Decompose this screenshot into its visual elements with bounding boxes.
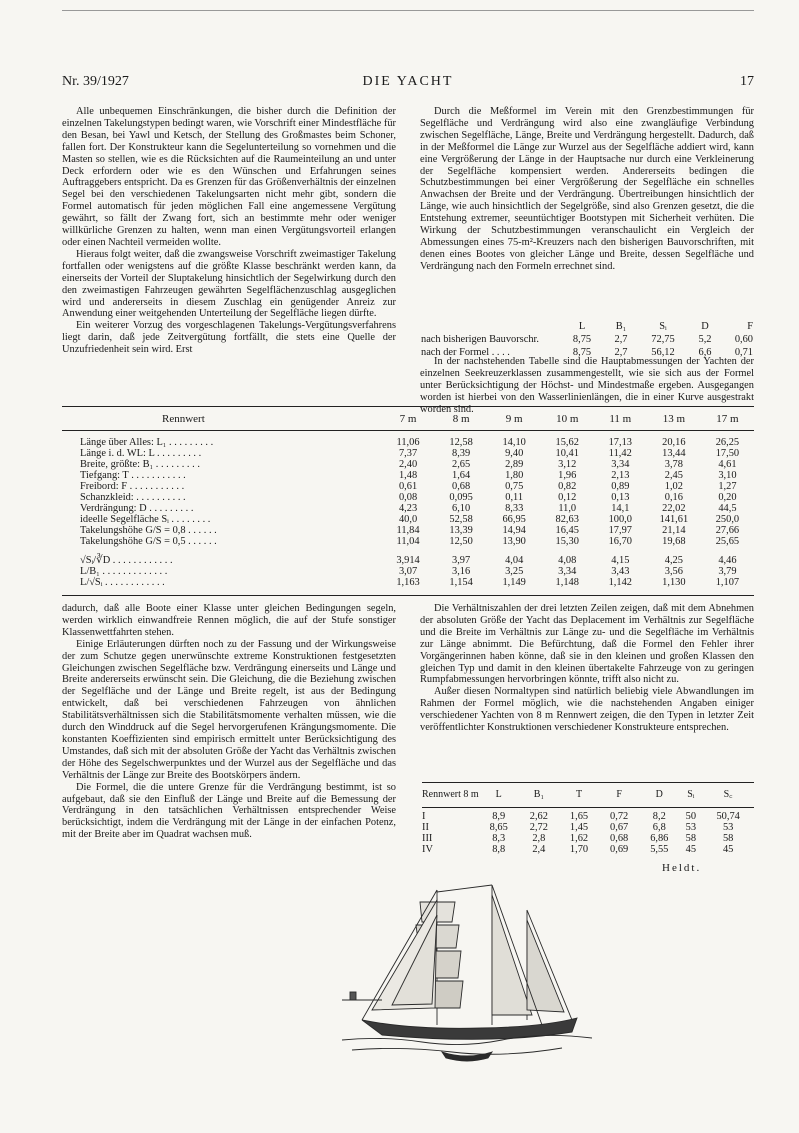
table-cell: 58 bbox=[722, 833, 734, 844]
table-header-row bbox=[422, 783, 754, 805]
paragraph: Die Formel, die die untere Grenze für die Verdrängung bestimmt, ist so aufgebaut, daß sie den Einfluß der Länge und Breite auf die Bemessung der Verdrängung in den tatsächlichen Verhältnissen entsprechender Weise berücksichtigt, indem die Verdrängung mit der Länge in der einfachen Potenz, mit der Breite aber im Quadrat wachsen muß. bbox=[62, 781, 396, 841]
table-cell: 82,63 bbox=[555, 514, 579, 525]
table-cell: 8,39 bbox=[452, 448, 471, 459]
table-cell: 3,97 bbox=[452, 555, 471, 566]
col-header: 10 m bbox=[556, 412, 579, 425]
table-cell: 4,23 bbox=[398, 503, 418, 514]
table-cell: 2,8 bbox=[532, 833, 546, 844]
table-cell: 17,50 bbox=[715, 448, 740, 459]
row-label: II bbox=[422, 822, 429, 833]
issue-number: Nr. 39/1927 bbox=[62, 74, 129, 89]
table-cell: 12,58 bbox=[449, 437, 473, 448]
table-cell: 0,68 bbox=[610, 833, 629, 844]
paragraph: Außer diesen Normaltypen sind natürlich beliebig viele Abwandlungen im Rahmen der Formel möglich, wie die nachstehenden Angaben einiger verschiedener Yachten von 8 m Rennwert zeigen, die den Typen in letzter Zeit veröffentlichter Konstruktionen verschiedener Konstrukteure entsprechen. bbox=[420, 686, 754, 734]
table-cell: 1,80 bbox=[505, 470, 524, 481]
table-cell: 0,68 bbox=[452, 481, 471, 492]
table-cell: 1,45 bbox=[569, 822, 589, 833]
table-cell: 58 bbox=[685, 833, 697, 844]
table-cell: 8,9 bbox=[492, 811, 506, 822]
table-cell: 0,12 bbox=[558, 492, 577, 503]
table-cell: 1,62 bbox=[569, 833, 589, 844]
table-cell: 1,154 bbox=[449, 577, 473, 588]
col-header: B₁ bbox=[615, 321, 627, 332]
table-cell: 17,13 bbox=[608, 437, 632, 448]
page bbox=[62, 0, 754, 1133]
table-cell: 27,66 bbox=[715, 525, 740, 536]
table-cell: 2,13 bbox=[611, 470, 630, 481]
table-cell: 11,0 bbox=[558, 503, 577, 514]
table-cell: 0,75 bbox=[505, 481, 524, 492]
col-header: Sᵢ bbox=[687, 788, 695, 800]
table-cell: 12,50 bbox=[449, 536, 473, 547]
table-cell: 7,37 bbox=[398, 448, 418, 459]
table-cell: 14,94 bbox=[502, 525, 526, 536]
paragraph: Durch die Meßformel im Verein mit den Grenzbestimmungen für Segelfläche und Verdrängung wird also eine zwangläufige Verbindung zwischen Segelfläche, Länge, Breite und Verdrängung hergestellt. Dadurch, daß in der Meßformel die Länge zur Wurzel aus der Segelfläche addiert wird, kann eine Vergrößerung der Länge in der Hauptsache nur durch eine Verkleinerung der Segelfläche kompensiert werden. Andererseits bedingen die Schutzbestimmungen bei einer Vergrößerung der Segelfläche ein schnelles Anwachsen der Breite und der Verdrängung. Übertreibungen hinsichtlich der Länge, wie auch hinsichtlich der Segelgröße, sind also Grenzen gesetzt, die die Entstehung extremer, seeuntüchtiger Bootstypen mit Sicherheit verhüten. Die Wirkung der Schutzbestimmungen veranschaulicht ein Vergleich der Abmessungen eines 75-m²-Kreuzers nach den bisherigen Bauvorschriften, mit denen eines Bootes von gleicher Länge und Breite, dessen Segelfläche und Verdrängung nach den Formeln errechnet sind. bbox=[420, 106, 754, 272]
row-label: Freibord: F . . . . . . . . . . . bbox=[80, 481, 185, 492]
table-cell: 100,0 bbox=[608, 514, 632, 525]
table-cell: 1,64 bbox=[452, 470, 471, 481]
table-cell: 14,1 bbox=[611, 503, 630, 514]
table-cell: 9,40 bbox=[505, 448, 524, 459]
row-label: √Sᵢ/∛D . . . . . . . . . . . . bbox=[80, 555, 173, 566]
formula-comparison-table bbox=[420, 320, 754, 359]
table-row bbox=[62, 525, 754, 536]
row-label: L/√Sᵢ . . . . . . . . . . . . bbox=[80, 577, 165, 588]
table-cell: 11,42 bbox=[608, 448, 632, 459]
table-cell: 0,20 bbox=[718, 492, 737, 503]
table-row bbox=[422, 833, 754, 844]
table-header-row bbox=[62, 407, 754, 431]
table-row: nach der Formel . . . . 8,75 2,7 56,12 6,6 0,71 bbox=[421, 347, 753, 358]
row-label: Verdrängung: D . . . . . . . . . bbox=[80, 503, 194, 514]
table-cell: 6,86 bbox=[650, 833, 669, 844]
table-cell: 11,84 bbox=[396, 525, 420, 536]
col-header: 11 m bbox=[609, 412, 632, 425]
table-row bbox=[62, 448, 754, 459]
table-cell: 1,163 bbox=[396, 577, 420, 588]
table-cell: 2,4 bbox=[532, 844, 546, 855]
table-cell: 0,095 bbox=[449, 492, 473, 503]
table-cell: 3,79 bbox=[718, 566, 737, 577]
table-row bbox=[62, 566, 754, 577]
table-cell: 6,8 bbox=[652, 822, 666, 833]
dimensions-table bbox=[62, 407, 754, 588]
paragraph: Einige Erläuterungen dürften noch zu der Fassung und der Wirkungsweise der zum Schutze gegen unerwünschte extreme Konstruktionen festgesetzten Gleichungen zwischen Segelfläche bzw. Verdrängung einerseits und Länge und Breite andererseits erwünscht sein. Die Gleichung, die die Beziehung zwischen der Segelfläche und der Länge und Breite regelt, ist aus der Bedingung entwickelt, daß bei verschiedenen Fahrzeugen von ähnlichen Stabilitätsverhältnissen sich die Stabilitätsmomente verhalten müssen, wie die durch den Winddruck auf die Segel hervorgerufenen Krängungsmomente. Die konstanten Koeffizienten sind empirisch ermittelt unter Berücksichtigung des Umstandes, daß sich mit der absoluten Größe der Yacht das Verhältnis zwischen der Höhe des Segelschwerpunktes und der Wurzel aus der Segelfläche und das Verhältnis der Länge zur Breite des Bootskörpers ändern. bbox=[62, 638, 396, 781]
table-row bbox=[62, 503, 754, 514]
table-cell: 2,72 bbox=[529, 822, 548, 833]
table-cell: 3,25 bbox=[505, 566, 524, 577]
table-cell: 6,10 bbox=[452, 503, 471, 514]
paragraph: Hieraus folgt weiter, daß die zwangsweise Vorschrift zweimastiger Takelung fortfallen oder wenigstens auf die größte Klasse beschränkt werden kann, da einerseits der Vorteil der Sluptakelung hinsichtlich der Segelwirkung durch den den zweimastigen Fahrzeugen gewährten Segelflächenzuschlag ausgeglichen wird und andererseits in diesem Zuschlag ein genügender Anreiz zur Anwendung einer weitgehenden Unterteilung der Segelfläche liegen dürfte. bbox=[62, 248, 396, 320]
table-cell: 50 bbox=[685, 811, 697, 822]
table-cell: 1,02 bbox=[664, 481, 683, 492]
paragraph: Alle unbequemen Einschränkungen, die bisher durch die Definition der einzelnen Takelungstypen bedingt waren, wie Vorschrift einer Mindestfläche für den Besan, bei Yawl und Ketsch, der Stellung des Großmastes beim Schoner, fallen fort. Der Konstrukteur kann die Segelunterteilung so vornehmen und die Masten so stellen, wie es die Rücksichten auf die Raumeinteilung an und unter Deck erfordern oder wie es den Wünschen und Erfahrungen seines Auftraggebers entspricht. Da es Grenzen für das Größenverhältnis der einzelnen Segel bei den verschiedenen Takelungsarten nicht mehr gibt, sondern die Formel automatisch für jeden möglichen Fall eine angemessene Vergütung gewährt, so fällt der Zwang fort, sich an bestimmte mehr oder weniger willkürliche Grenzen zu halten, wenn man einen Vergütungsvorteil erlangen oder einen Nachteil vermeiden wollte. bbox=[62, 106, 396, 248]
row-label: ideelle Segelfläche Sᵢ . . . . . . . . bbox=[80, 514, 211, 525]
table-row bbox=[62, 481, 754, 492]
row-label: I bbox=[422, 811, 426, 822]
row-label: Schanzkleid: . . . . . . . . . . bbox=[80, 492, 186, 503]
magazine-title: DIE YACHT bbox=[362, 74, 454, 89]
table-header-row bbox=[420, 320, 754, 333]
table-cell: 10,41 bbox=[555, 448, 579, 459]
table-cell: 3,34 bbox=[611, 459, 630, 470]
table-cell: 11,06 bbox=[396, 437, 420, 448]
table-cell: 4,04 bbox=[505, 555, 524, 566]
table-cell: 0,08 bbox=[398, 492, 418, 503]
table-cell: 0,69 bbox=[610, 844, 629, 855]
table-cell: 52,58 bbox=[449, 514, 473, 525]
table-cell: 1,70 bbox=[569, 844, 589, 855]
table-row bbox=[62, 514, 754, 525]
table-cell: 44,5 bbox=[718, 503, 737, 514]
table-cell: 50,74 bbox=[716, 811, 740, 822]
table-cell: 1,107 bbox=[715, 577, 740, 588]
row-label: IV bbox=[422, 844, 433, 855]
table-cell: 40,0 bbox=[398, 514, 418, 525]
table-cell: 3,12 bbox=[558, 459, 577, 470]
table-cell: 1,27 bbox=[718, 481, 737, 492]
table-cell: 0,61 bbox=[398, 481, 418, 492]
table-row bbox=[422, 822, 754, 833]
table-cell: 25,65 bbox=[715, 536, 740, 547]
table-row bbox=[62, 470, 754, 481]
table-cell: 2,65 bbox=[452, 459, 471, 470]
row-label: Breite, größte: B₁ . . . . . . . . . bbox=[80, 459, 200, 470]
table-cell: 3,07 bbox=[398, 566, 418, 577]
table-cell: 8,8 bbox=[492, 844, 506, 855]
table-cell: 1,142 bbox=[608, 577, 632, 588]
top-rule bbox=[62, 10, 754, 11]
left-column-bottom bbox=[62, 603, 396, 841]
row-label: Länge über Alles: L₁ . . . . . . . . . bbox=[80, 437, 214, 448]
table-cell: 4,46 bbox=[718, 555, 737, 566]
table-cell: 14,10 bbox=[502, 437, 526, 448]
col-header: B₁ bbox=[533, 788, 544, 800]
table-cell: 0,16 bbox=[664, 492, 683, 503]
col-header: F bbox=[616, 788, 622, 800]
table-cell: 53 bbox=[685, 822, 697, 833]
table-row bbox=[422, 811, 754, 822]
table-cell: 3,10 bbox=[718, 470, 737, 481]
table-row bbox=[62, 459, 754, 470]
table-cell: 3,43 bbox=[611, 566, 630, 577]
table-cell: 19,68 bbox=[662, 536, 686, 547]
right-column-top bbox=[420, 106, 754, 273]
col-header: 8 m bbox=[452, 412, 470, 425]
table-cell: 20,16 bbox=[662, 437, 686, 448]
table-cell: 1,96 bbox=[558, 470, 577, 481]
table-cell: 0,82 bbox=[558, 481, 577, 492]
table-row bbox=[62, 437, 754, 448]
table-cell: 15,30 bbox=[555, 536, 579, 547]
col-header: D bbox=[701, 321, 709, 332]
table-cell: 3,914 bbox=[396, 555, 420, 566]
sailing-ship-illustration bbox=[342, 880, 592, 1070]
table-cell: 16,70 bbox=[608, 536, 632, 547]
row-label: Länge i. d. WL: L . . . . . . . . . bbox=[80, 448, 202, 459]
table-cell: 26,25 bbox=[715, 437, 740, 448]
page-number: 17 bbox=[740, 74, 754, 89]
table-cell: 3,78 bbox=[664, 459, 683, 470]
yacht-variants-table bbox=[422, 783, 754, 855]
paragraph: Ein weiterer Vorzug des vorgeschlagenen Takelungs-Vergütungsverfahrens liegt darin, daß jede Zeitvergütung fortfällt, die stets eine Quelle der Unzufriedenheit sein wird. Erst bbox=[62, 320, 396, 356]
table-cell: 2,89 bbox=[505, 459, 524, 470]
col-header: S꜀ bbox=[723, 788, 733, 800]
table-cell: 45 bbox=[722, 844, 734, 855]
table-cell: 4,08 bbox=[558, 555, 577, 566]
author-signature: Heldt. bbox=[662, 862, 702, 874]
table-cell: 17,97 bbox=[608, 525, 632, 536]
col-header: T bbox=[575, 788, 583, 800]
table-cell: 8,65 bbox=[489, 822, 508, 833]
table-cell: 66,95 bbox=[502, 514, 526, 525]
table-body bbox=[422, 811, 754, 855]
col-header: L bbox=[495, 788, 502, 800]
table-cell: 1,148 bbox=[555, 577, 579, 588]
col-header: 7 m bbox=[399, 412, 417, 425]
col-header: 9 m bbox=[505, 412, 523, 425]
table-cell: 53 bbox=[722, 822, 734, 833]
table-cell: 1,149 bbox=[502, 577, 526, 588]
table-cell: 8,33 bbox=[505, 503, 524, 514]
paragraph: dadurch, daß alle Boote einer Klasse unter gleichen Bedingungen segeln, werden wirklich einwandfreie Rennen möglich, die auf der Stufe sonstiger Klassenwettfahrten stehen. bbox=[62, 603, 396, 638]
table-cell: 13,90 bbox=[502, 536, 526, 547]
col-header: L bbox=[578, 321, 586, 332]
table-cell: 45 bbox=[685, 844, 697, 855]
table-cell: 13,39 bbox=[449, 525, 473, 536]
table-cell: 250,0 bbox=[715, 514, 740, 525]
col-header: 13 m bbox=[662, 412, 685, 425]
table-cell: 0,11 bbox=[505, 492, 524, 503]
table-cell: 2,40 bbox=[398, 459, 418, 470]
col-header: 17 m bbox=[716, 412, 739, 425]
paragraph: Die Verhältniszahlen der drei letzten Zeilen zeigen, daß mit dem Abnehmen der absoluten Größe der Yacht das Deplacement im Verhältnis zur Segelfläche und die Breite im Verhältnis zur Länge zu- und die Segelfläche im Verhältnis zur Länge abnimmt. Die Befürchtung, daß die Formel den Fehler ihrer Vorgängerinnen haben könne, daß sie in den kleinen und großen Klassen den gleichen Typ und damit in den kleinen übertakelte Fahrzeuge von zu geringen Rumpfabmessungen hervorbringen könnte, trifft also nicht zu. bbox=[420, 603, 754, 686]
table-row bbox=[62, 492, 754, 503]
table-row: nach bisherigen Bauvorschr. 8,75 2,7 72,75 5,2 0,60 bbox=[421, 334, 753, 345]
table-cell: 3,34 bbox=[558, 566, 577, 577]
row-label: Takelungshöhe G/S = 0,5 . . . . . . bbox=[80, 536, 217, 547]
table-cell: 22,02 bbox=[662, 503, 686, 514]
table-cell: 8,3 bbox=[492, 833, 506, 844]
row-label: III bbox=[422, 833, 433, 844]
table-cell: 11,04 bbox=[396, 536, 420, 547]
table-row bbox=[62, 577, 754, 588]
table-cell: 15,62 bbox=[555, 437, 579, 448]
table-cell: 0,89 bbox=[611, 481, 630, 492]
rennwert-header: Rennwert bbox=[162, 412, 205, 425]
col-header: D bbox=[655, 788, 663, 800]
table-cell: 2,62 bbox=[529, 811, 548, 822]
table-cell: 0,13 bbox=[611, 492, 630, 503]
row-label: L/B₁ . . . . . . . . . . . . . bbox=[80, 566, 168, 577]
table-cell: 5,55 bbox=[650, 844, 669, 855]
table-body bbox=[62, 437, 754, 588]
table-row bbox=[62, 555, 754, 566]
table-row bbox=[62, 536, 754, 547]
page-header bbox=[62, 74, 754, 94]
table-cell: 4,25 bbox=[664, 555, 683, 566]
table-cell: 1,130 bbox=[662, 577, 686, 588]
table-cell: 0,72 bbox=[610, 811, 629, 822]
table-cell: 13,44 bbox=[662, 448, 686, 459]
table-bottom-rule bbox=[62, 595, 754, 596]
rennwert-header: Rennwert 8 m bbox=[422, 788, 479, 800]
table-cell: 2,45 bbox=[664, 470, 683, 481]
col-header: Sᵢ bbox=[659, 321, 667, 332]
row-label: Takelungshöhe G/S = 0,8 . . . . . . bbox=[80, 525, 217, 536]
table-cell: 1,48 bbox=[398, 470, 418, 481]
table-cell: 21,14 bbox=[662, 525, 686, 536]
table-cell: 0,67 bbox=[610, 822, 629, 833]
table-cell: 3,56 bbox=[664, 566, 683, 577]
table-cell: 4,15 bbox=[611, 555, 630, 566]
left-column-top bbox=[62, 106, 396, 356]
table-cell: 3,16 bbox=[452, 566, 471, 577]
table-cell: 4,61 bbox=[718, 459, 737, 470]
table-row bbox=[422, 844, 754, 855]
table-cell: 16,45 bbox=[555, 525, 579, 536]
table-cell: 8,2 bbox=[652, 811, 666, 822]
table-cell: 1,65 bbox=[569, 811, 589, 822]
paragraph: In der nachstehenden Tabelle sind die Hauptabmessungen der Yachten der einzelnen Seekreuzerklassen zusammengestellt, wie sie sich aus der Formel unter Berücksichtigung der Höchst- und Mindestmaße ergeben. Ausgegangen worden ist hierbei von den Wasserlinienlängen, die in einer Kurve ausgestrakt worden sind. bbox=[420, 356, 754, 415]
table-cell: 141,61 bbox=[659, 514, 689, 525]
col-header: F bbox=[747, 321, 753, 332]
row-label: Tiefgang: T . . . . . . . . . . . bbox=[80, 470, 186, 481]
right-column-bottom bbox=[420, 603, 754, 734]
